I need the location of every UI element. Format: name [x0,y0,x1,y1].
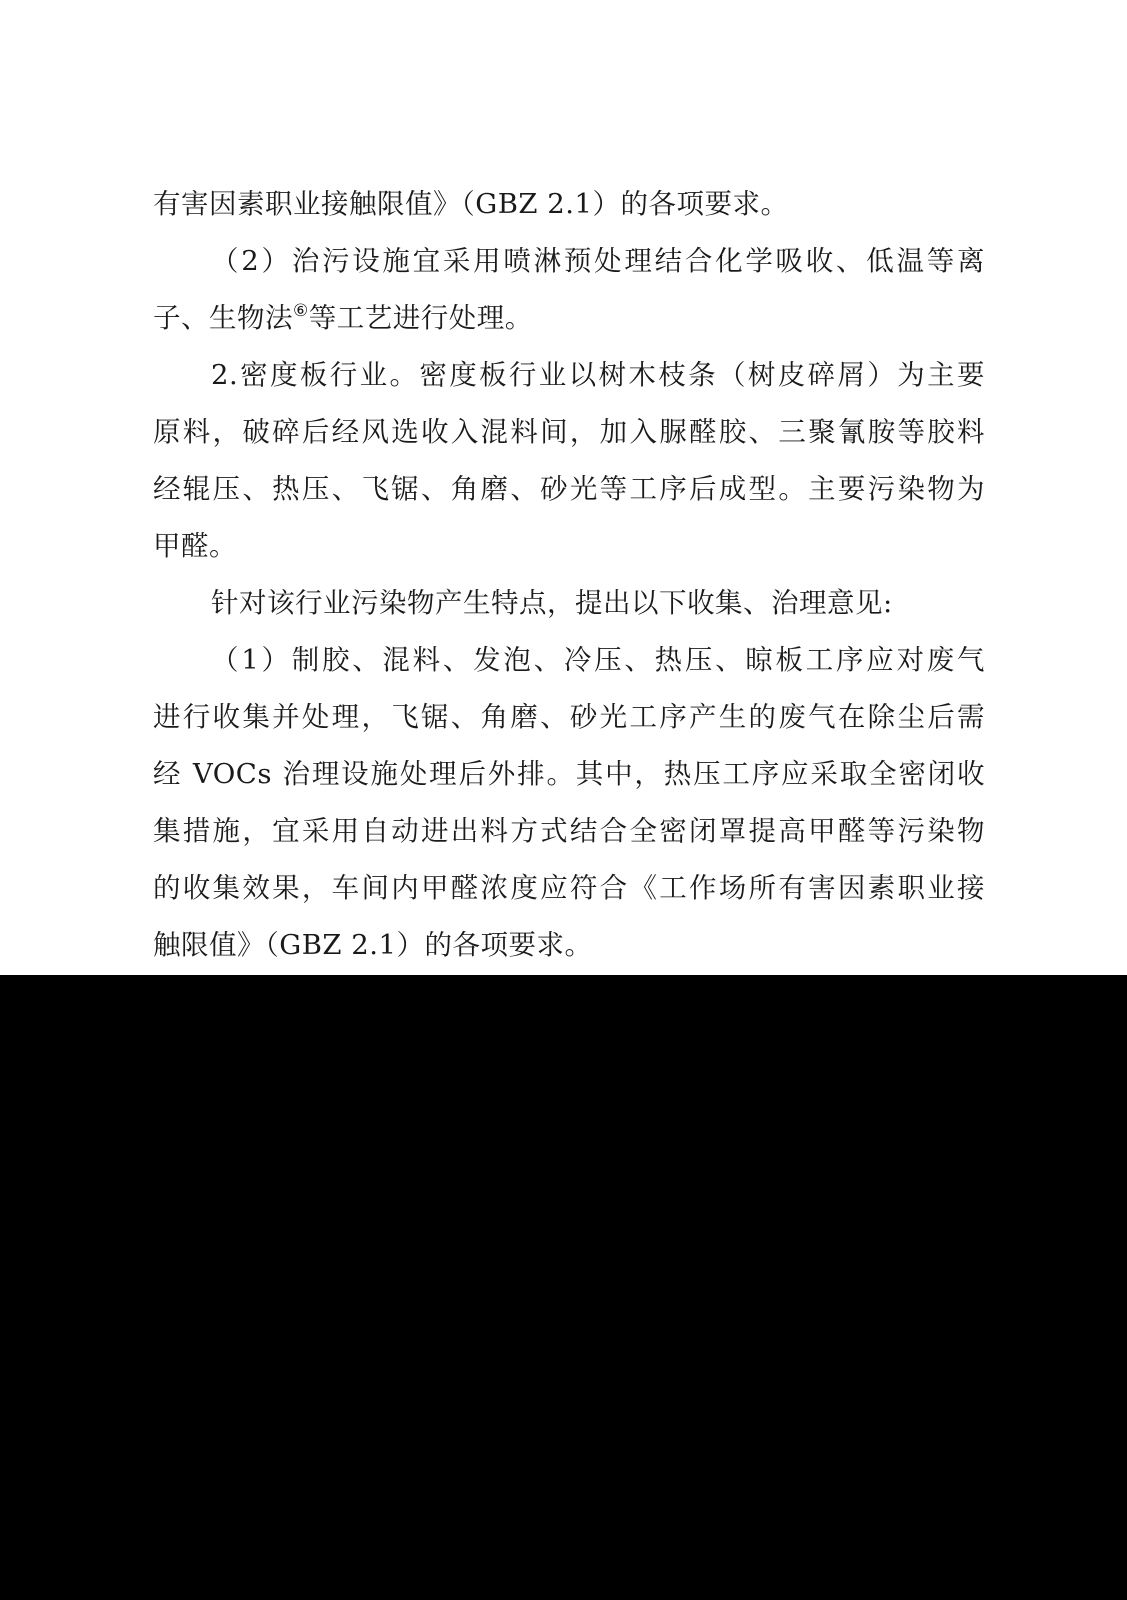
paragraph-line: 经 VOCs 治理设施处理后外排。其中，热压工序应采取全密闭收 [153,758,985,790]
paragraph-line: 2.密度板行业。密度板行业以树木枝条（树皮碎屑）为主要 [211,359,985,391]
black-redaction-block [0,975,1127,1600]
paragraph-line [153,290,985,347]
paragraph-line: 原料，破碎后经风选收入混料间，加入脲醛胶、三聚氰胺等胶料 [153,416,985,448]
paragraph-line: 集措施，宜采用自动进出料方式结合全密闭罩提高甲醛等污染物 [153,815,985,847]
paragraph-line: 针对该行业污染物产生特点，提出以下收集、治理意见: [211,587,893,619]
footnote-marker: ⑥ [293,301,309,321]
line-text: 子、生物法 [153,302,293,334]
paragraph-line: 有害因素职业接触限值》（GBZ 2.1）的各项要求。 [153,188,789,220]
paragraph-line: （2）治污设施宜采用喷淋预处理结合化学吸收、低温等离 [211,245,985,277]
paragraph-line: 的收集效果，车间内甲醛浓度应符合《工作场所有害因素职业接 [153,872,985,904]
body-text [153,176,985,974]
paragraph-line: 甲醛。 [153,530,237,562]
line-text: 等工艺进行处理。 [308,302,533,334]
paragraph-line: 经辊压、热压、飞锯、角磨、砂光等工序后成型。主要污染物为 [153,473,985,505]
paragraph-line: 触限值》（GBZ 2.1）的各项要求。 [153,929,593,961]
paragraph-line: 进行收集并处理，飞锯、角磨、砂光工序产生的废气在除尘后需 [153,701,985,733]
paragraph-line: （1）制胶、混料、发泡、冷压、热压、晾板工序应对废气 [211,644,985,676]
